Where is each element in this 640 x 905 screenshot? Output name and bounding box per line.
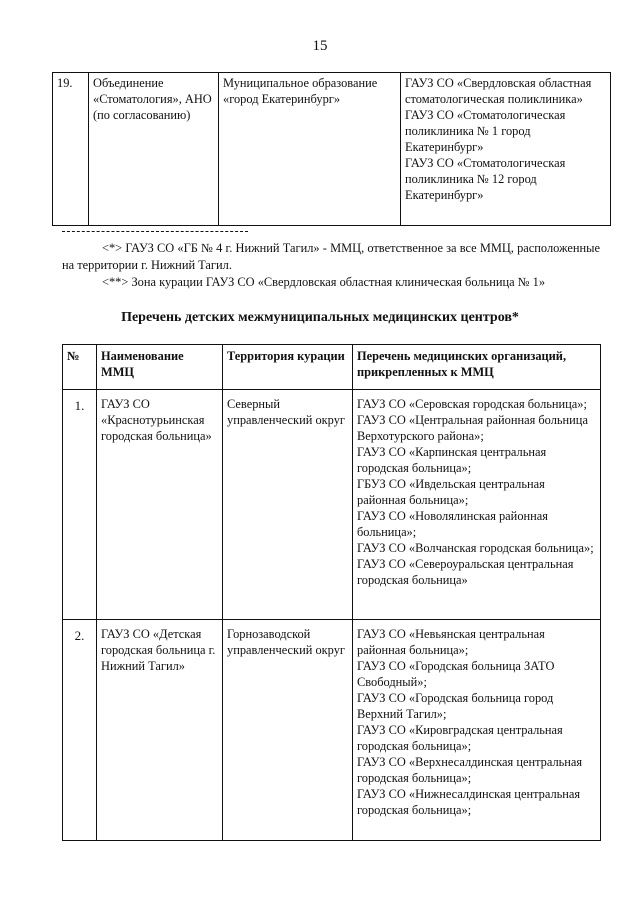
org-item: ГАУЗ СО «Городская больница город Верхний Тагил»; [357,691,554,721]
org-item: ГАУЗ СО «Североуральская центральная городская больница» [357,557,574,587]
header-territory: Территория курации [223,345,353,390]
curation-territory: Муниципальное образование «город Екатеринбург» [219,73,401,226]
org-item: ГАУЗ СО «Кировградская центральная городская больница»; [357,723,563,753]
section-title: Перечень детских межмуниципальных медицинских центров* [121,310,519,325]
header-orgs: Перечень медицинских организаций, прикрепленных к ММЦ [353,345,601,390]
org-item: ГАУЗ СО «Волчанская городская больница»; [357,541,594,555]
mmc-name: ГАУЗ СО «Детская городская больница г. Нижний Тагил» [97,620,223,841]
table-row [53,73,611,226]
continuation-table [52,72,611,226]
attached-orgs [401,73,611,226]
org-item: ГБУЗ СО «Ивдельская центральная районная больница»; [357,477,545,507]
children-mmc-table [62,344,601,841]
table-header-row [63,345,601,390]
row-number: 1. [63,390,97,620]
page-number: 15 [312,38,328,54]
org-item: ГАУЗ СО «Центральная районная больница Верхотурского района»; [357,413,588,443]
org-item: ГАУЗ СО «Серовская городская больница»; [357,397,587,411]
org-item: ГАУЗ СО «Карпинская центральная городская больница»; [357,445,547,475]
org-item: ГАУЗ СО «Стоматологическая поликлиника № 1 город Екатеринбург» [405,108,566,154]
org-item: ГАУЗ СО «Невьянская центральная районная больница»; [357,627,545,657]
mmc-name: Объединение «Стоматология», АНО (по согласованию) [89,73,219,226]
org-item: ГАУЗ СО «Верхнесалдинская центральная городская больница»; [357,755,583,785]
row-number: 2. [63,620,97,841]
header-num: № [63,345,97,390]
curation-territory: Северный управленческий округ [223,390,353,620]
row-number: 19. [53,73,89,226]
org-item: ГАУЗ СО «Стоматологическая поликлиника № 12 город Екатеринбург» [405,156,566,202]
footnote-2: <**> Зона курации ГАУЗ СО «Свердловская областная клиническая больница № 1» [102,275,546,289]
attached-orgs [353,620,601,841]
header-name: Наименование ММЦ [97,345,223,390]
org-item: ГАУЗ СО «Нижнесалдинская центральная городская больница»; [357,787,581,817]
org-item: ГАУЗ СО «Городская больница ЗАТО Свободный»; [357,659,555,689]
org-item: ГАУЗ СО «Новолялинская районная больница»; [357,509,548,539]
footnote-1: <*> ГАУЗ СО «ГБ № 4 г. Нижний Тагил» - ММЦ, ответственное за все ММЦ, расположенные на территории г. Нижний Тагил. [62,241,600,272]
attached-orgs [353,390,601,620]
curation-territory: Горнозаводской управленческий округ [223,620,353,841]
mmc-name: ГАУЗ СО «Краснотурьинская городская больница» [97,390,223,620]
table-row [63,390,601,620]
org-item: ГАУЗ СО «Свердловская областная стоматологическая поликлиника» [405,76,592,106]
table-row [63,620,601,841]
footnote-separator [62,231,248,232]
